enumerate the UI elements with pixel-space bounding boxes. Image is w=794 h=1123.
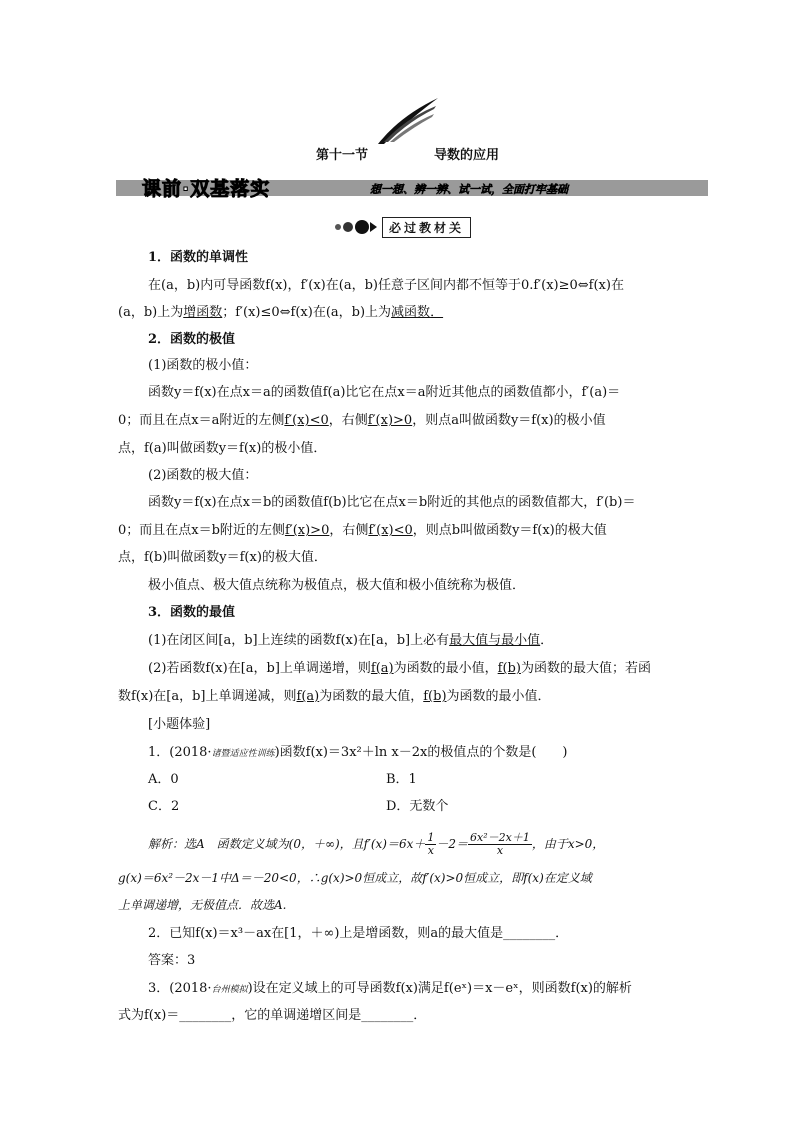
- fraction-denominator: x: [427, 844, 434, 857]
- text-segment: ，则点a叫做函数y＝f(x)的极小值: [412, 413, 606, 428]
- fraction-numerator: 6x²－2x＋1: [470, 831, 530, 844]
- option-b: B．1: [386, 772, 417, 787]
- answer-underlined: 增函数: [183, 305, 223, 320]
- text-segment: ，则点b叫做函数y＝f(x)的极大值: [412, 523, 607, 538]
- text-segment: －2＝: [436, 837, 469, 851]
- fraction: [468, 832, 532, 857]
- answer-underlined: 最大值与最小值: [449, 633, 541, 648]
- heading-max-min: 3．函数的最值: [148, 605, 236, 620]
- extrema-summary: 极小值点、极大值点统称为极值点，极大值和极小值统称为极值．: [148, 578, 526, 593]
- maxmin-line-3: [118, 689, 551, 705]
- question-source: 台州模拟: [211, 985, 248, 995]
- max-line-1: 函数y＝f(x)在点x＝b的函数值f(b)比它在点x＝b附近的其他点的函数值都大，f′(b)＝: [148, 495, 636, 510]
- question-number: 3．(2018·: [148, 981, 212, 996]
- question-text: )设在定义域上的可导函数f(x)满足f(eˣ)＝x－eˣ，则函数f(x)的解析: [247, 981, 632, 996]
- option-d: D．无数个: [386, 799, 449, 814]
- answer-2: 答案：3: [148, 953, 196, 968]
- monotonicity-line-1: 在(a，b)内可导函数f(x)，f′(x)在(a，b)任意子区间内都不恒等于0.f′(x)≥0⇔f(x)在: [148, 278, 624, 293]
- answer-underlined: f(b): [497, 661, 521, 676]
- text-segment: 为函数的最小值，: [393, 661, 498, 676]
- text-segment: ．: [430, 305, 444, 320]
- banner-sub-text: 想一想、辨一辨、试一试，全面打牢基础: [370, 183, 568, 196]
- min-line-3: 点，f(a)叫做函数y＝f(x)的极小值．: [118, 441, 327, 456]
- min-line-2: [118, 413, 606, 429]
- question-3-line-2: 式为f(x)＝________，它的单调递增区间是________．: [118, 1008, 427, 1023]
- monotonicity-line-2: [118, 305, 443, 321]
- solution-line-2: g(x)＝6x²－2x－1中Δ＝－20<0，∴g(x)>0恒成立，故f′(x)>0恒成立，即f(x)在定义域: [118, 871, 592, 885]
- text-segment: ，由于x>0，: [531, 837, 605, 851]
- text-segment: 为函数的最大值；若函: [520, 661, 651, 676]
- heading-extrema: 2．函数的极值: [148, 332, 236, 347]
- answer-underlined: f′(x)>0: [284, 523, 330, 538]
- answer-underlined: f′(x)<0: [368, 523, 413, 538]
- text-segment: 数f(x)在[a，b]上单调递减，则: [118, 689, 297, 704]
- fraction-numerator: 1: [427, 831, 435, 844]
- text-segment: (1)在闭区间[a，b]上连续的函数f(x)在[a，b]上必有: [148, 633, 450, 648]
- text-segment: 0；而且在点x＝b附近的左侧: [118, 523, 285, 538]
- answer-underlined: f(b): [423, 689, 447, 704]
- badge-label: 必过教材关: [382, 217, 471, 238]
- answer-underlined: f′(x)<0: [284, 413, 329, 428]
- section-name: 导数的应用: [434, 148, 500, 163]
- question-source: 诸暨适应性训练: [211, 749, 275, 759]
- maxmin-line-1: [148, 633, 553, 649]
- min-heading: (1)函数的极小值：: [148, 358, 258, 373]
- question-text: )函数f(x)＝3x²＋ln x－2x的极值点的个数是( ): [274, 745, 568, 760]
- banner: [116, 172, 708, 202]
- answer-underlined: f′(x)>0: [367, 413, 413, 428]
- banner-main-text: 课前·双基落实: [142, 178, 271, 200]
- option-c: C．2: [148, 799, 180, 814]
- solution-line-3: 上单调递增，无极值点．故选A.: [118, 898, 287, 912]
- min-line-1: 函数y＝f(x)在点x＝a的函数值f(a)比它在点x＝a附近其他点的函数值都小，f′(a)＝: [148, 385, 621, 400]
- practice-heading: [小题体验]: [148, 717, 211, 732]
- maxmin-line-2: [148, 661, 651, 677]
- text-segment: (2)若函数f(x)在[a，b]上单调递增，则: [148, 661, 371, 676]
- solution-line-1: [148, 832, 604, 857]
- swoosh-decoration-icon: [376, 96, 440, 146]
- section-number: 第十一节: [316, 148, 369, 163]
- text-segment: ，右侧: [328, 413, 368, 428]
- question-number: 1．(2018·: [148, 745, 212, 760]
- question-2: 2．已知f(x)＝x³－ax在[1，＋∞)上是增函数，则a的最大值是________．: [148, 926, 569, 941]
- fraction: [425, 832, 436, 857]
- text-segment: ，右侧: [329, 523, 369, 538]
- text-segment: ；f′(x)≤0⇔f(x)在(a，b)上为: [222, 305, 392, 320]
- text-segment: 解析：选A 函数定义域为(0，＋∞)，且f′(x)＝6x＋: [148, 837, 426, 851]
- text-segment: 为函数的最小值．: [446, 689, 551, 704]
- max-heading: (2)函数的极大值：: [148, 468, 258, 483]
- dots-icon: [332, 219, 378, 235]
- heading-monotonicity: 1．函数的单调性: [148, 250, 249, 265]
- text-segment: 为函数的最大值，: [319, 689, 424, 704]
- max-line-2: [118, 523, 607, 539]
- question-1: [148, 745, 568, 762]
- text-segment: (a，b)上为: [118, 305, 184, 320]
- question-3: [148, 981, 632, 998]
- option-a: A．0: [148, 772, 179, 787]
- answer-underlined: 减函数: [391, 305, 431, 320]
- fraction-denominator: x: [496, 844, 504, 857]
- max-line-3: 点，f(b)叫做函数y＝f(x)的极大值．: [118, 550, 327, 565]
- answer-underlined: f(a): [296, 689, 320, 704]
- answer-underlined: f(a): [370, 661, 394, 676]
- text-segment: 0；而且在点x＝a附近的左侧: [118, 413, 285, 428]
- text-segment: ．: [540, 633, 554, 648]
